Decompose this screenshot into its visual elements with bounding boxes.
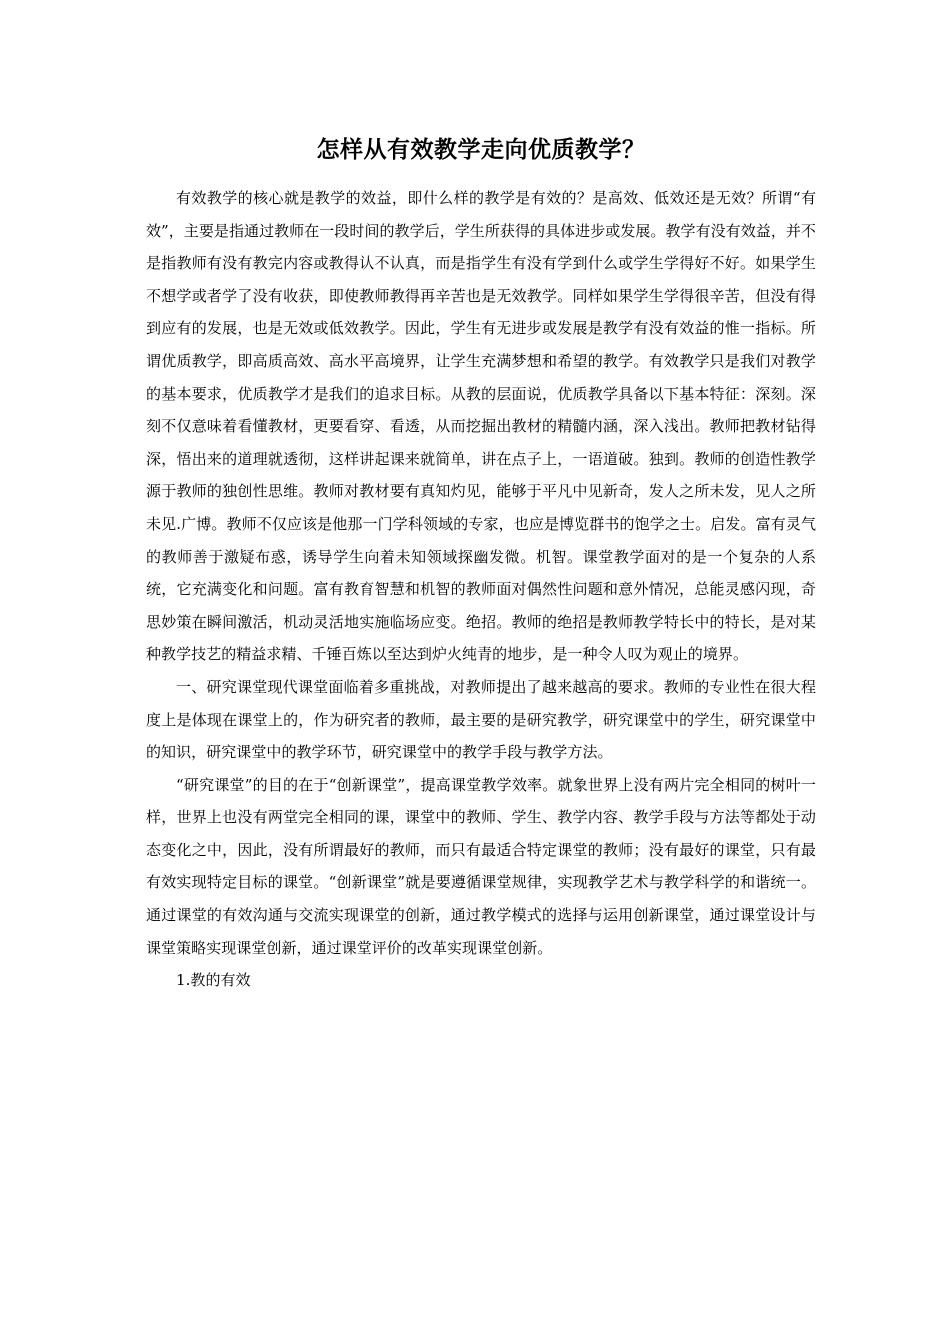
subheading-teaching-effectiveness: 1.教的有效 [176,971,251,990]
paragraph-intro: 有效教学的核心就是教学的效益，即什么样的教学是有效的？是高效、低效还是无效？所谓“有效”，主要是指通过教师在一段时间的教学后，学生所获得的具体进步或发展。教学有没有效益，并不是指教师有没有教完内容或教得认不认真，而是指学生有没有学到什么或学生学得好不好。如果学生不想学或者学了没有收获，即使教师教得再辛苦也是无效教学。同样如果学生学得很辛苦，但没有得到应有的发展，也是无效或低效教学。因此，学生有无进步或发展是教学有没有效益的惟一指标。所谓优质教学，即高质高效、高水平高境界，让学生充满梦想和希望的教学。有效教学只是我们对教学的基本要求，优质教学才是我们的追求目标。从教的层面说，优质教学具备以下基本特征：深刻。深刻不仅意味着看懂教材，更要看穿、看透，从而挖掘出教材的精髓内涵，深入浅出。教师把教材钻得深，悟出来的道理就透彻，这样讲起课来就简单，讲在点子上，一语道破。独到。教师的创造性教学源于教师的独创性思维。教师对教材要有真知灼见，能够于平凡中见新奇，发人之所未发，见人之所未见.广博。教师不仅应该是他那一门学科领域的专家，也应是博览群书的饱学之士。启发。富有灵气的教师善于激疑布惑，诱导学生向着未知领域探幽发微。机智。课堂教学面对的是一个复杂的人系统，它充满变化和问题。富有教育智慧和机智的教师面对偶然性问题和意外情况，总能灵感闪现，奇思妙策在瞬间激活，机动灵活地实施临场应变。绝招。教师的绝招是教师教学特长中的特长，是对某种教学技艺的精益求精、千锤百炼以至达到炉火纯青的地步，是一种令人叹为观止的境界。 [146,189,816,664]
paragraph-section-one: 一、研究课堂现代课堂面临着多重挑战，对教师提出了越来越高的要求。教师的专业性在很大程度上是体现在课堂上的，作为研究者的教师，最主要的是研究教学，研究课堂中的学生，研究课堂中的知识，研究课堂中的教学环节，研究课堂中的教学手段与教学方法。 [146,677,816,762]
document-page [146,128,816,997]
paragraph-research-classroom: “研究课堂”的目的在于“创新课堂”，提高课堂教学效率。就象世界上没有两片完全相同的树叶一样，世界上也没有两堂完全相同的课，课堂中的教师、学生、教学内容、教学手段与方法等都处于动态变化之中，因此，没有所谓最好的教师，而只有最适合特定课堂的教师；没有最好的课堂，只有最有效实现特定目标的课堂。“创新课堂”就是要遵循课堂规律，实现教学艺术与教学科学的和谐统一。通过课堂的有效沟通与交流实现课堂的创新，通过教学模式的选择与运用创新课堂，通过课堂设计与课堂策略实现课堂创新，通过课堂评价的改革实现课堂创新。 [146,775,816,957]
document-title: 怎样从有效教学走向优质教学？ [316,136,646,163]
